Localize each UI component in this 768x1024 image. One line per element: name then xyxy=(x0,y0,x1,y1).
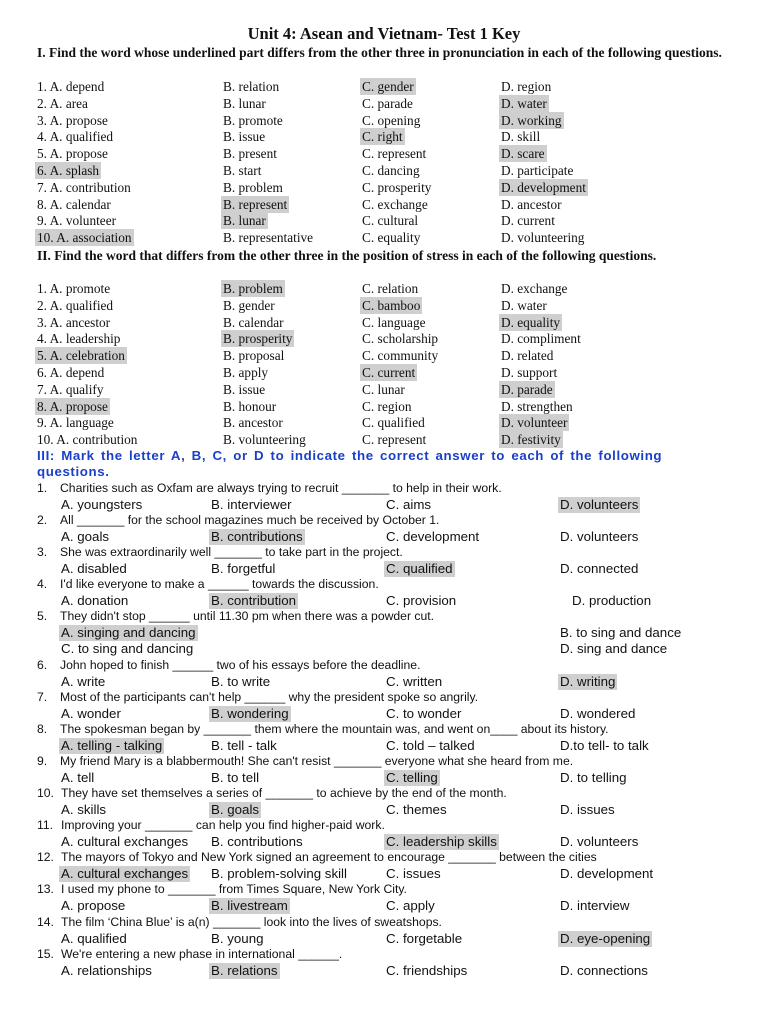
section1-heading: I. Find the word whose underlined part differs from the other three in pronunciation in each of the following questions. xyxy=(37,45,722,60)
option-b: B. problem-solving skill xyxy=(211,866,347,881)
section2-question-row xyxy=(0,314,768,331)
question-text: They have set themselves a series of _______ to achieve by the end of the month. xyxy=(61,786,507,800)
question-text: Charities such as Oxfam are always trying to recruit _______ to help in their work. xyxy=(60,481,502,495)
option-d: D. strengthen xyxy=(501,398,573,414)
option-c-answer: C. bamboo xyxy=(362,297,421,313)
option-b: B. problem xyxy=(223,179,283,195)
option-b: B. to tell xyxy=(211,770,260,785)
option-b-answer: B. prosperity xyxy=(223,331,293,347)
question-stem xyxy=(37,882,407,897)
question-stem xyxy=(37,609,434,624)
section1-question-row xyxy=(0,179,768,196)
question-text: We're entering a new phase in international ______. xyxy=(61,947,343,961)
option-a: 7. A. qualify xyxy=(37,381,104,397)
option-c: C. themes xyxy=(386,802,447,817)
option-b: B. honour xyxy=(223,398,277,414)
question-stem xyxy=(37,722,609,737)
question-number: 2. xyxy=(37,513,48,527)
option-a-answer: 10. A. association xyxy=(37,230,132,246)
question-stem xyxy=(37,754,573,769)
section2-question-row xyxy=(0,280,768,297)
option-d-answer: D. working xyxy=(501,112,562,128)
option-a-answer: 5. A. celebration xyxy=(37,348,125,364)
option-c: C. forgetable xyxy=(386,931,463,946)
option-a: 9. A. language xyxy=(37,415,114,431)
section1-question-row xyxy=(0,78,768,95)
option-c: C. development xyxy=(386,529,480,544)
section2-question-row xyxy=(0,431,768,448)
option-a: 10. A. contribution xyxy=(37,432,138,448)
option-a: 5. A. propose xyxy=(37,146,108,162)
question-stem xyxy=(37,915,442,930)
option-a-answer: 8. A. propose xyxy=(37,398,108,414)
option-b: B. volunteering xyxy=(223,432,306,448)
option-d: D. related xyxy=(501,348,554,364)
option-a: 3. A. propose xyxy=(37,112,108,128)
option-a-answer: A. cultural exchanges xyxy=(61,866,189,881)
question-stem xyxy=(37,690,478,705)
option-b: B. lunar xyxy=(223,95,266,111)
option-d: D. participate xyxy=(501,163,574,178)
question-text: My friend Mary is a blabbermouth! She can't resist _______ everyone what she heard from me. xyxy=(60,754,574,768)
option-c: C. exchange xyxy=(362,196,428,212)
option-a: 3. A. ancestor xyxy=(37,314,111,330)
option-a-answer: A. singing and dancing xyxy=(61,625,196,640)
option-a: 4. A. leadership xyxy=(37,331,121,347)
option-b: B. tell - talk xyxy=(211,738,277,753)
question-number: 5. xyxy=(37,609,48,623)
option-d: D. connections xyxy=(560,963,648,978)
option-d: D. volunteers xyxy=(560,834,639,849)
option-c-answer: C. right xyxy=(362,129,403,145)
option-d: D. current xyxy=(501,213,555,229)
option-d: D. to telling xyxy=(560,770,627,785)
option-c: C. region xyxy=(362,398,412,414)
option-a: A. write xyxy=(61,674,106,689)
option-c: C. cultural xyxy=(362,213,419,229)
option-c: C. represent xyxy=(362,432,427,448)
option-c-answer: C. current xyxy=(362,365,416,380)
section1-question-row xyxy=(0,162,768,179)
section1-question-row xyxy=(0,196,768,213)
question-text: I used my phone to _______ from Times Square, New York City. xyxy=(61,882,407,896)
option-d: D. issues xyxy=(560,802,615,817)
option-b: B. interviewer xyxy=(211,497,292,512)
question-text: Most of the participants can't help ______ why the president spoke so angrily. xyxy=(60,690,479,704)
question-text: The mayors of Tokyo and New York signed an agreement to encourage _______ between the cities xyxy=(61,850,597,864)
option-b: B. start xyxy=(223,163,262,178)
option-d-answer: D. water xyxy=(501,95,547,111)
option-a-answer: A. telling - talking xyxy=(61,738,163,753)
option-d-answer: D. writing xyxy=(560,674,616,689)
question-stem xyxy=(37,481,502,496)
option-b: B. relation xyxy=(223,79,280,94)
question-stem xyxy=(37,947,342,962)
option-c: C. qualified xyxy=(362,415,425,431)
option-a: A. goals xyxy=(61,529,110,544)
option-b: B. apply xyxy=(223,365,269,380)
question-stem xyxy=(37,786,507,801)
question-number: 1. xyxy=(37,481,48,495)
option-a: A. wonder xyxy=(61,706,121,721)
section2-question-row xyxy=(0,330,768,347)
option-a: 2. A. area xyxy=(37,95,88,111)
option-d: D. wondered xyxy=(560,706,636,721)
option-b-answer: B. relations xyxy=(211,963,278,978)
option-d: D. skill xyxy=(501,129,541,145)
option-b-answer: B. goals xyxy=(211,802,260,817)
option-c: C. relation xyxy=(362,281,419,296)
option-a: A. tell xyxy=(61,770,95,785)
question-stem xyxy=(37,658,420,673)
option-c: C. aims xyxy=(386,497,432,512)
option-c: C. language xyxy=(362,314,426,330)
option-c: C. provision xyxy=(386,593,457,608)
option-a-answer: 6. A. splash xyxy=(37,163,100,178)
option-d: D. exchange xyxy=(501,281,568,296)
option-d: D. support xyxy=(501,365,558,380)
question-text: All _______ for the school magazines much be received by October 1. xyxy=(60,513,440,527)
option-b: B. ancestor xyxy=(223,415,283,431)
option-b: B. gender xyxy=(223,297,275,313)
question-number: 7. xyxy=(37,690,48,704)
option-b: B. proposal xyxy=(223,348,285,364)
option-b: B. issue xyxy=(223,381,266,397)
option-d: D. water xyxy=(501,297,547,313)
option-d: D.to tell- to talk xyxy=(560,738,649,753)
option-c: C. to wonder xyxy=(386,706,462,721)
section2-question-row xyxy=(0,414,768,431)
option-a: 9. A. volunteer xyxy=(37,213,117,229)
option-c-answer: C. gender xyxy=(362,79,414,94)
option-d-answer: D. equality xyxy=(501,314,561,330)
option-b-answer: B. lunar xyxy=(223,213,266,229)
option-d: D. volunteering xyxy=(501,230,585,246)
option-b-answer: B. problem xyxy=(223,281,283,296)
option-c: C. lunar xyxy=(362,381,405,397)
option-d-answer: D. eye-opening xyxy=(560,931,651,946)
question-number: 4. xyxy=(37,577,48,591)
question-number: 13. xyxy=(37,882,54,896)
option-c: C. equality xyxy=(362,230,421,246)
question-number: 11. xyxy=(37,818,54,832)
question-text: The spokesman began by _______ them where the mountain was, and went on____ about its history. xyxy=(60,722,609,736)
option-a: 1. A. depend xyxy=(37,79,105,94)
option-b-answer: B. livestream xyxy=(211,898,288,913)
option-a: A. relationships xyxy=(61,963,152,978)
option-a: 2. A. qualified xyxy=(37,297,114,313)
option-c: C. represent xyxy=(362,146,427,162)
option-d-answer: D. festivity xyxy=(501,432,561,448)
question-number: 8. xyxy=(37,722,48,736)
section2-question-row xyxy=(0,347,768,364)
question-stem xyxy=(37,818,385,833)
option-a: A. donation xyxy=(61,593,129,608)
section1-question-row xyxy=(0,229,768,246)
section1-question-row xyxy=(0,128,768,145)
option-a: A. propose xyxy=(61,898,126,913)
option-c: C. community xyxy=(362,348,439,364)
option-c: C. dancing xyxy=(362,163,420,178)
section2-question-row xyxy=(0,398,768,415)
option-d: D. interview xyxy=(560,898,630,913)
option-d-answer: D. development xyxy=(501,179,586,195)
option-a: A. cultural exchanges xyxy=(61,834,189,849)
question-text: Improving your _______ can help you find higher-paid work. xyxy=(61,818,385,832)
question-number: 3. xyxy=(37,545,48,559)
option-c: C. scholarship xyxy=(362,331,439,347)
option-b: B. to sing and dance xyxy=(560,625,682,640)
option-a: 4. A. qualified xyxy=(37,129,114,145)
question-stem xyxy=(37,513,439,528)
option-b-answer: B. represent xyxy=(223,196,288,212)
option-c: C. prosperity xyxy=(362,179,432,195)
option-d-answer: D. volunteers xyxy=(560,497,639,512)
option-a: A. qualified xyxy=(61,931,127,946)
question-text: She was extraordinarily well _______ to take part in the project. xyxy=(60,545,403,559)
option-d: D. connected xyxy=(560,561,639,576)
section2-question-row xyxy=(0,364,768,381)
question-number: 15. xyxy=(37,947,54,961)
option-b: B. young xyxy=(211,931,264,946)
question-text: John hoped to finish ______ two of his essays before the deadline. xyxy=(60,658,421,672)
option-a: 8. A. calendar xyxy=(37,196,111,212)
option-b: B. forgetful xyxy=(211,561,276,576)
page-title: Unit 4: Asean and Vietnam- Test 1 Key xyxy=(247,24,521,43)
option-c-answer: C. qualified xyxy=(386,561,453,576)
question-text: I'd like everyone to make a ______ towards the discussion. xyxy=(60,577,379,591)
question-number: 6. xyxy=(37,658,48,672)
option-c: C. told – talked xyxy=(386,738,475,753)
section2-heading: II. Find the word that differs from the other three in the position of stress in each of the following questions. xyxy=(37,248,657,263)
option-b-answer: B. contributions xyxy=(211,529,303,544)
option-c: C. to sing and dancing xyxy=(61,641,194,656)
option-b-answer: B. wondering xyxy=(211,706,289,721)
option-a: 6. A. depend xyxy=(37,365,105,380)
option-d-answer: D. volunteer xyxy=(501,415,568,431)
option-b: B. representative xyxy=(223,230,314,246)
section2-question-row xyxy=(0,381,768,398)
option-d-answer: D. parade xyxy=(501,381,553,397)
option-b: B. calendar xyxy=(223,314,284,330)
option-d: D. production xyxy=(572,593,652,608)
section1-question-row xyxy=(0,145,768,162)
option-c-answer: C. telling xyxy=(386,770,438,785)
option-c: C. friendships xyxy=(386,963,468,978)
option-b-answer: B. contribution xyxy=(211,593,297,608)
option-b: B. promote xyxy=(223,112,283,128)
option-b: B. to write xyxy=(211,674,271,689)
option-a: A. disabled xyxy=(61,561,127,576)
section2-question-row xyxy=(0,297,768,314)
question-text: They didn't stop ______ until 11.30 pm when there was a powder cut. xyxy=(60,609,435,623)
option-d: D. region xyxy=(501,79,552,94)
question-number: 14. xyxy=(37,915,54,929)
question-text: The film ‘China Blue’ is a(n) _______ look into the lives of sweatshops. xyxy=(61,915,442,929)
section3-heading: III: Mark the letter A, B, C, or D to indicate the correct answer to each of the following questions. xyxy=(37,448,663,479)
option-c-answer: C. leadership skills xyxy=(386,834,497,849)
option-d-answer: D. scare xyxy=(501,146,545,162)
option-d: D. sing and dance xyxy=(560,641,668,656)
option-a: 1. A. promote xyxy=(37,281,111,296)
option-d: D. ancestor xyxy=(501,196,562,212)
question-stem xyxy=(37,850,597,865)
option-b: B. present xyxy=(223,146,277,162)
option-d: D. volunteers xyxy=(560,529,639,544)
option-c: C. parade xyxy=(362,95,413,111)
option-c: C. apply xyxy=(386,898,435,913)
question-number: 12. xyxy=(37,850,54,864)
option-c: C. issues xyxy=(386,866,441,881)
option-a: A. youngsters xyxy=(61,497,143,512)
question-number: 10. xyxy=(37,786,54,800)
section1-question-row xyxy=(0,95,768,112)
section1-question-row xyxy=(0,212,768,229)
option-c: C. opening xyxy=(362,112,421,128)
option-a: A. skills xyxy=(61,802,107,817)
option-a: 7. A. contribution xyxy=(37,179,131,195)
question-number: 9. xyxy=(37,754,48,768)
option-c: C. written xyxy=(386,674,443,689)
option-b: B. issue xyxy=(223,129,266,145)
question-stem xyxy=(37,577,379,592)
option-d: D. compliment xyxy=(501,331,581,347)
option-b: B. contributions xyxy=(211,834,303,849)
section1-question-row xyxy=(0,112,768,129)
option-d: D. development xyxy=(560,866,654,881)
question-stem xyxy=(37,545,403,560)
